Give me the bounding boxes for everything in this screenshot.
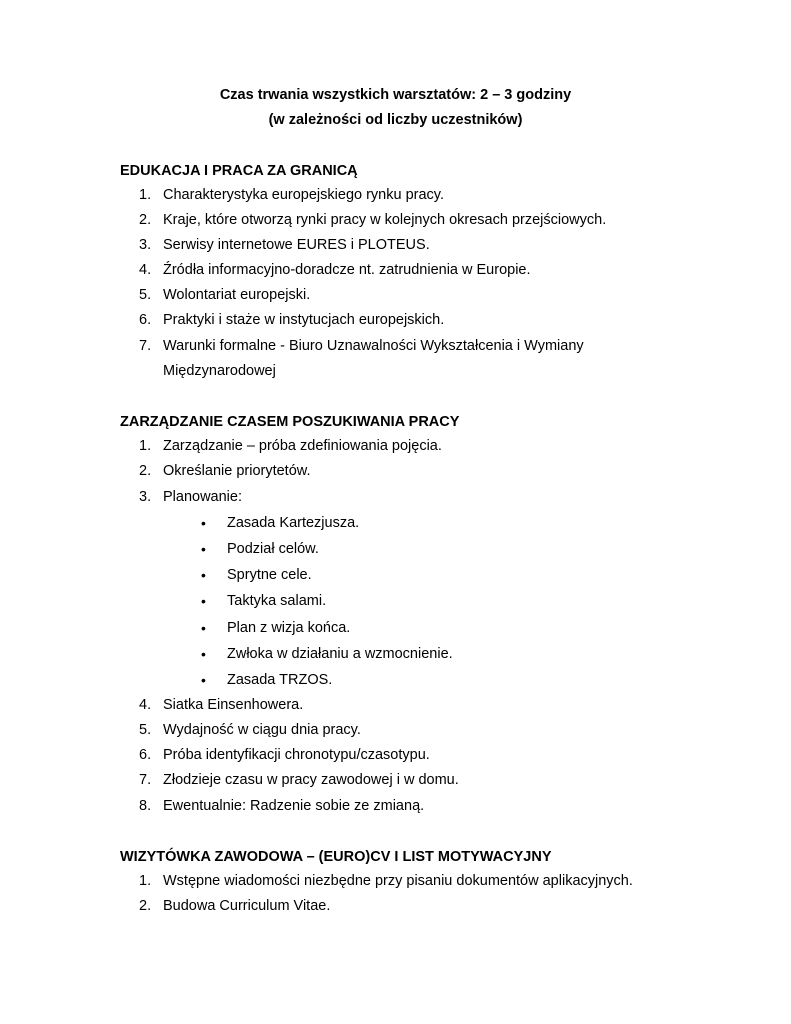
bullet-text: Zwłoka w działaniu a wzmocnienie. <box>227 646 453 662</box>
list-text: Kraje, które otworzą rynki pracy w kolejnych okresach przejściowych. <box>163 212 607 228</box>
bullet-icon: • <box>201 541 206 557</box>
section-title-professional-card: WIZYTÓWKA ZAWODOWA – (EURO)CV I LIST MOTYWACYJNY <box>120 849 552 865</box>
list-number: 3. <box>139 237 152 253</box>
list-text: Warunki formalne - Biuro Uznawalności Wykształcenia i Wymiany <box>163 338 584 354</box>
list-number: 4. <box>139 697 152 713</box>
list-text: Planowanie: <box>163 489 242 505</box>
bullet-text: Plan z wizja końca. <box>227 620 351 636</box>
list-number: 5. <box>139 287 152 303</box>
list-text: Międzynarodowej <box>163 363 276 379</box>
list-text: Określanie priorytetów. <box>163 463 311 479</box>
list-number: 5. <box>139 722 152 738</box>
list-number: 4. <box>139 262 152 278</box>
list-text: Charakterystyka europejskiego rynku pracy. <box>163 187 444 203</box>
list-text: Zarządzanie – próba zdefiniowania pojęcia. <box>163 438 442 454</box>
list-text: Wolontariat europejski. <box>163 287 311 303</box>
bullet-icon: • <box>201 646 206 662</box>
list-number: 1. <box>139 187 152 203</box>
list-text: Źródła informacyjno-doradcze nt. zatrudnienia w Europie. <box>163 262 531 278</box>
list-number: 1. <box>139 873 152 889</box>
list-text: Praktyki i staże w instytucjach europejskich. <box>163 312 445 328</box>
bullet-icon: • <box>201 672 206 688</box>
header-participants-note: (w zależności od liczby uczestników) <box>268 112 523 128</box>
list-text: Siatka Einsenhowera. <box>163 697 304 713</box>
list-number: 6. <box>139 747 152 763</box>
list-number: 3. <box>139 489 152 505</box>
list-text: Złodzieje czasu w pracy zawodowej i w domu. <box>163 772 459 788</box>
bullet-text: Zasada TRZOS. <box>227 672 333 688</box>
section-title-education-abroad: EDUKACJA I PRACA ZA GRANICĄ <box>120 163 358 179</box>
list-text: Próba identyfikacji chronotypu/czasotypu. <box>163 747 430 763</box>
list-number: 2. <box>139 463 152 479</box>
list-number: 2. <box>139 898 152 914</box>
header-duration: Czas trwania wszystkich warsztatów: 2 – 3 godziny <box>219 87 572 103</box>
list-text: Ewentualnie: Radzenie sobie ze zmianą. <box>163 798 425 814</box>
bullet-icon: • <box>201 515 206 531</box>
bullet-icon: • <box>201 593 206 609</box>
bullet-text: Sprytne cele. <box>227 567 312 583</box>
list-number: 1. <box>139 438 152 454</box>
bullet-icon: • <box>201 567 206 583</box>
list-number: 7. <box>139 338 152 354</box>
list-text: Serwisy internetowe EURES i PLOTEUS. <box>163 237 430 253</box>
bullet-text: Taktyka salami. <box>227 593 327 609</box>
list-number: 6. <box>139 312 152 328</box>
list-number: 8. <box>139 798 152 814</box>
section-title-time-management: ZARZĄDZANIE CZASEM POSZUKIWANIA PRACY <box>120 414 460 430</box>
list-number: 2. <box>139 212 152 228</box>
bullet-text: Zasada Kartezjusza. <box>227 515 360 531</box>
list-text: Budowa Curriculum Vitae. <box>163 898 331 914</box>
list-text: Wydajność w ciągu dnia pracy. <box>163 722 361 738</box>
list-text: Wstępne wiadomości niezbędne przy pisaniu dokumentów aplikacyjnych. <box>163 873 633 889</box>
bullet-icon: • <box>201 620 206 636</box>
bullet-text: Podział celów. <box>227 541 319 557</box>
list-number: 7. <box>139 772 152 788</box>
